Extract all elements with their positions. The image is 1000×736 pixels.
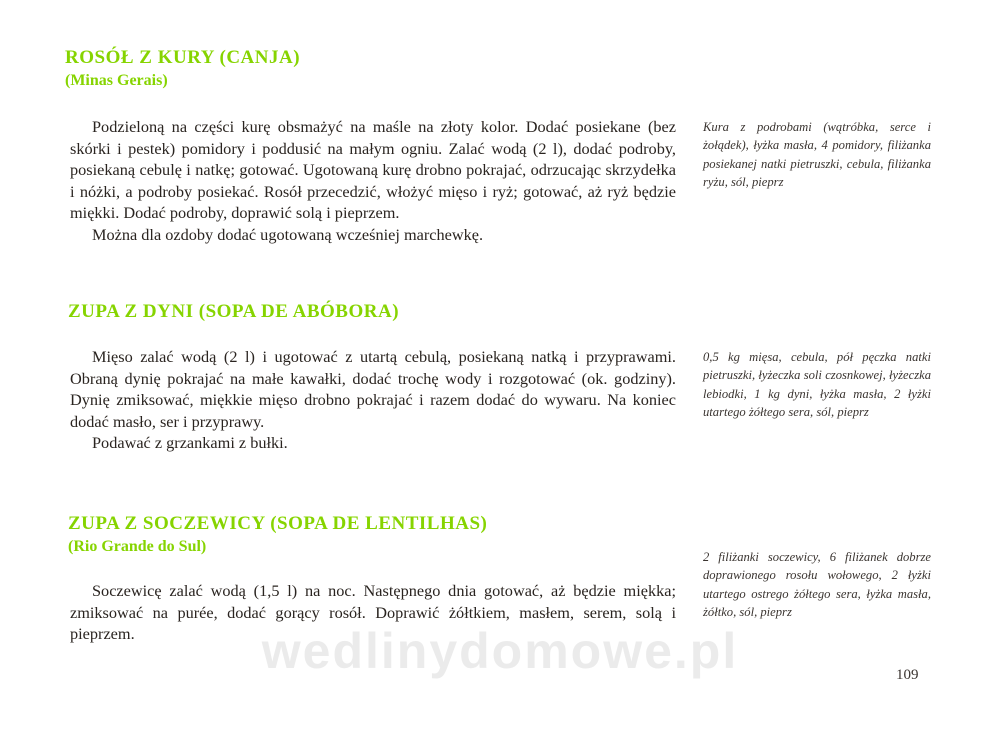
site-watermark: wedlinydomowe.pl [261, 623, 739, 679]
recipe-1-title: ROSÓŁ Z KURY (CANJA) [65, 47, 301, 68]
recipe-3-title: ZUPA Z SOCZEWICY (SOPA DE LENTILHAS) [68, 513, 488, 534]
recipe-2-paragraph: Mięso zalać wodą (2 l) i ugotować z utartą cebulą, posiekaną natką i przyprawami. Obraną dynię pokrajać na małe kawałki, dodać trochę wody i rozgotować (ok. godziny). Dynię zmiksować, miękkie mięso drobno pokrajać i razem dodać do wywaru. Na koniec dodać masło, ser i przyprawy. [70, 347, 676, 431]
recipe-1-ingredients: Kura z podrobami (wątróbka, serce i żołądek), łyżka masła, 4 pomidory, filiżanka posiekanej natki pietruszki, cebula, filiżanka ryżu, sól, pieprz [703, 120, 931, 190]
recipe-2-ingredients: 0,5 kg mięsa, cebula, pół pęczka natki pietruszki, łyżeczka soli czosnkowej, łyżeczka lebiodki, 1 kg dyni, łyżka masła, 2 łyżki utartego żółtego sera, sól, pieprz [703, 350, 931, 420]
recipe-2-paragraph: Podawać z grzankami z bułki. [92, 433, 288, 453]
recipe-3-instructions [70, 580, 676, 645]
recipe-1-paragraph: Podzieloną na części kurę obsmażyć na maśle na złoty kolor. Dodać posiekane (bez skórki i pestek) pomidory i poddusić na małym ogniu. Zalać wodą (2 l), dodać podroby, posiekaną cebulę i natkę; gotować. Ugotowaną kurę drobno pokrajać, odrzucając skrzydełka i nóżki, a podroby posiekać. Rosół przecedzić, włożyć mięso i ryż; gotować, aż ryż będzie miękki. Dodać podroby, doprawić solą i pieprzem. [70, 117, 676, 223]
recipe-2-instructions [70, 346, 676, 454]
recipe-3-paragraph: Soczewicę zalać wodą (1,5 l) na noc. Następnego dnia gotować, aż będzie miękka; zmiksować na purée, dodać gorący rosół. Doprawić żółtkiem, masłem, serem, solą i pieprzem. [70, 581, 676, 644]
recipe-2-title: ZUPA Z DYNI (SOPA DE ABÓBORA) [68, 301, 400, 322]
recipe-1-paragraph: Można dla ozdoby dodać ugotowaną wcześniej marchewkę. [92, 224, 484, 244]
recipe-1-instructions [70, 116, 676, 246]
recipe-1-region: (Minas Gerais) [65, 72, 168, 89]
recipe-3-ingredients: 2 filiżanki soczewicy, 6 filiżanek dobrze doprawionego rosołu wołowego, 2 łyżki utartego ostrego żółtego sera, łyżka masła, żółtko, sól, pieprz [703, 550, 931, 620]
recipe-3-region: (Rio Grande do Sul) [68, 538, 207, 555]
page-number: 109 [896, 667, 919, 683]
